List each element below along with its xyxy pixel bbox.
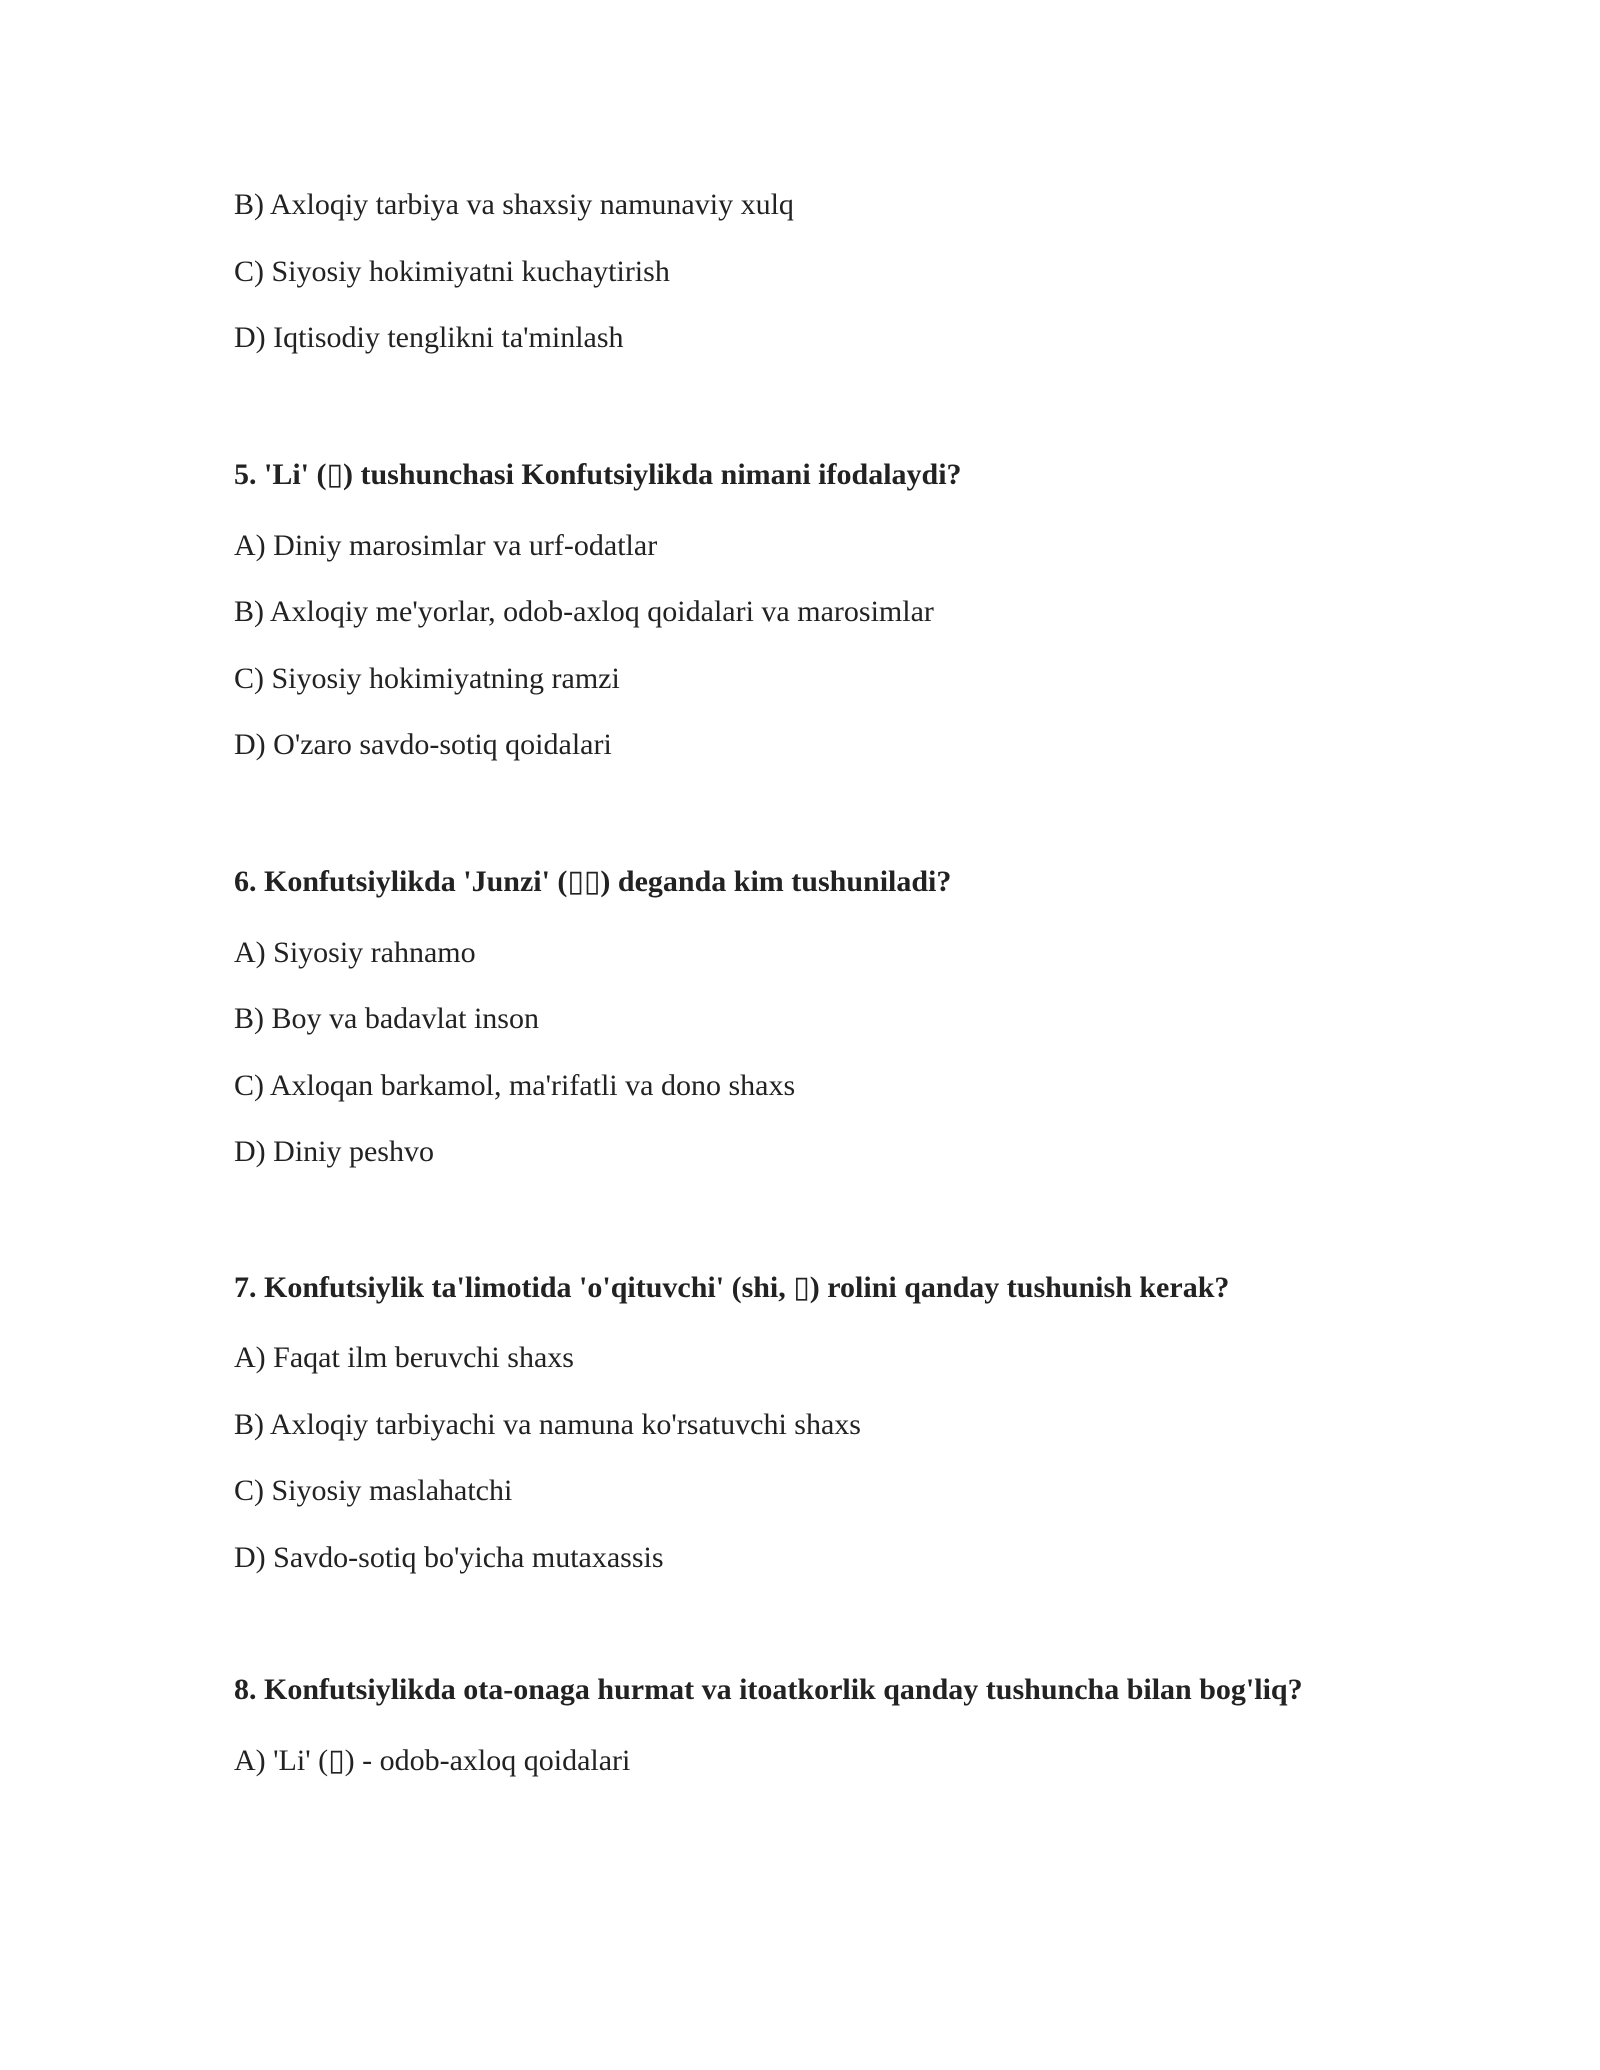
question-5-option-c: C) Siyosiy hokimiyatning ramzi: [234, 662, 620, 695]
question-6-option-c: C) Axloqan barkamol, ma'rifatli va dono shaxs: [234, 1069, 796, 1102]
question-6-option-b: B) Boy va badavlat inson: [234, 1002, 539, 1035]
option-d: D) Iqtisodiy tenglikni ta'minlash: [234, 321, 624, 354]
question-5-title: 5. 'Li' (▯) tushunchasi Konfutsiylikda nimani ifodalaydi?: [234, 458, 962, 491]
question-8-option-a: A) 'Li' (▯) - odob-axloq qoidalari: [234, 1744, 631, 1777]
question-7-option-c: C) Siyosiy maslahatchi: [234, 1474, 513, 1507]
question-5-option-a: A) Diniy marosimlar va urf-odatlar: [234, 529, 658, 562]
option-c: C) Siyosiy hokimiyatni kuchaytirish: [234, 255, 670, 288]
option-b: B) Axloqiy tarbiya va shaxsiy namunaviy xulq: [234, 188, 794, 221]
question-5-option-b: B) Axloqiy me'yorlar, odob-axloq qoidalari va marosimlar: [234, 595, 934, 628]
question-6-option-d: D) Diniy peshvo: [234, 1135, 434, 1168]
question-8-title: 8. Konfutsiylikda ota-onaga hurmat va itoatkorlik qanday tushuncha bilan bog'liq?: [234, 1673, 1303, 1706]
question-7-option-d: D) Savdo-sotiq bo'yicha mutaxassis: [234, 1541, 664, 1574]
question-6-title: 6. Konfutsiylikda 'Junzi' (▯▯) deganda kim tushuniladi?: [234, 865, 952, 898]
question-7-option-b: B) Axloqiy tarbiyachi va namuna ko'rsatuvchi shaxs: [234, 1408, 861, 1441]
question-5-option-d: D) O'zaro savdo-sotiq qoidalari: [234, 728, 612, 761]
question-7-title: 7. Konfutsiylik ta'limotida 'o'qituvchi' (shi, ▯) rolini qanday tushunish kerak?: [234, 1271, 1230, 1304]
question-6-option-a: A) Siyosiy rahnamo: [234, 936, 476, 969]
question-7-option-a: A) Faqat ilm beruvchi shaxs: [234, 1341, 574, 1374]
